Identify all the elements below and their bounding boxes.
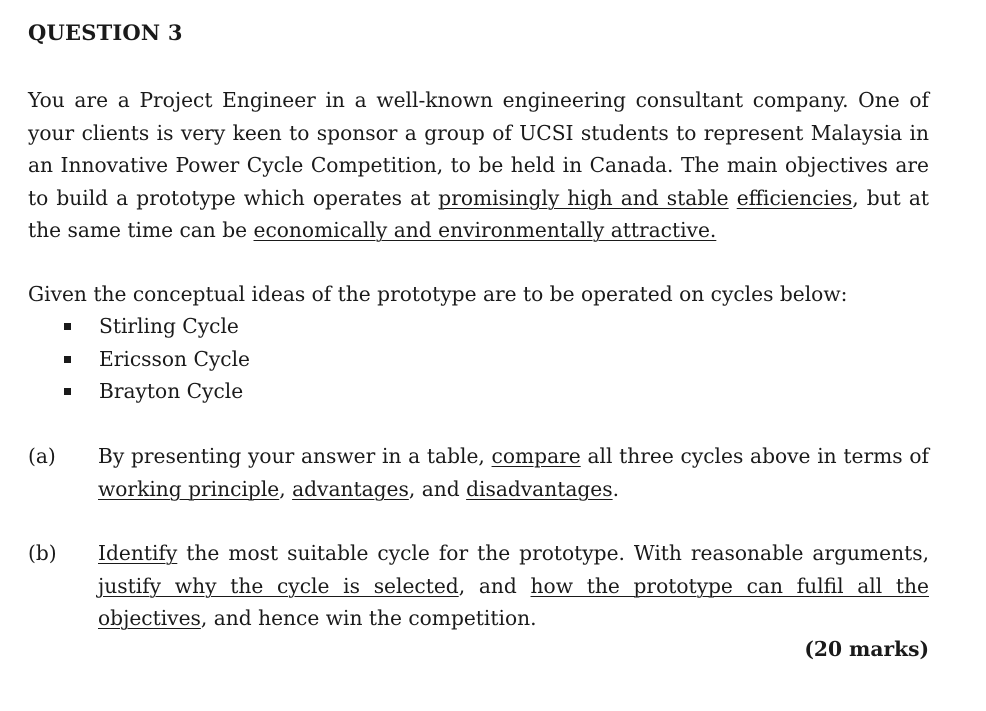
part-a-text-2: all three cycles above in terms of	[580, 444, 929, 468]
part-a-text-3: ,	[279, 476, 293, 501]
part-a-text	[98, 440, 929, 505]
part-a-underline-disadvantages: disadvantages	[466, 476, 613, 501]
part-b-text	[98, 537, 929, 635]
part-b-text-2: , and	[458, 573, 531, 598]
part-b-underline-fulfil-objectives: how the prototype can fulfil all the objectives	[98, 573, 929, 630]
list-item	[60, 343, 250, 376]
intro-text-3: , but at the same time can be	[28, 185, 930, 242]
part-a-text-4: , and	[408, 476, 467, 501]
square-bullet-icon	[64, 323, 71, 330]
intro-underline-efficiencies: efficiencies	[736, 185, 853, 210]
part-b-text-1: the most suitable cycle for the prototype. With reasonable arguments,	[177, 541, 929, 565]
intro-underline-high-stable: promisingly high and stable	[438, 185, 729, 210]
intro-underline-economic-environmental: economically and environmentally attractive.	[253, 218, 717, 242]
marks-label: (20 marks)	[804, 637, 929, 661]
part-a-label: (a)	[28, 444, 56, 468]
cycle-name: Stirling Cycle	[99, 314, 239, 338]
part-a-text-1: By presenting your answer in a table,	[98, 444, 492, 468]
square-bullet-icon	[64, 388, 71, 395]
part-a-text-5: .	[612, 476, 620, 501]
part-a-underline-compare: compare	[491, 444, 581, 468]
part-b-underline-justify: justify why the cycle is selected	[98, 573, 459, 598]
square-bullet-icon	[64, 356, 71, 363]
part-b-underline-identify: Identify	[98, 541, 178, 565]
part-a-underline-advantages: advantages	[292, 476, 409, 501]
intro-text-2	[729, 186, 737, 210]
list-item	[60, 375, 250, 408]
given-paragraph: Given the conceptual ideas of the prototype are to be operated on cycles below:	[28, 282, 848, 306]
part-a-underline-working-principle: working principle	[98, 476, 280, 501]
part-b-label: (b)	[28, 541, 57, 565]
cycle-list	[60, 310, 250, 408]
question-heading: QUESTION 3	[28, 20, 183, 45]
intro-text-1: You are a Project Engineer in a well-known engineering consultant company. One of your clients is very keen to sponsor a group of UCSI students to represent Malaysia in an Innovative Power Cycle Competition, to be held in Canada. The main objectives are to build a prototype which operates at	[28, 88, 929, 210]
list-item	[60, 310, 250, 343]
intro-paragraph	[28, 84, 929, 247]
cycle-name: Brayton Cycle	[99, 379, 244, 403]
cycle-name: Ericsson Cycle	[99, 346, 251, 371]
part-b-text-3: , and hence win the competition.	[200, 606, 537, 630]
